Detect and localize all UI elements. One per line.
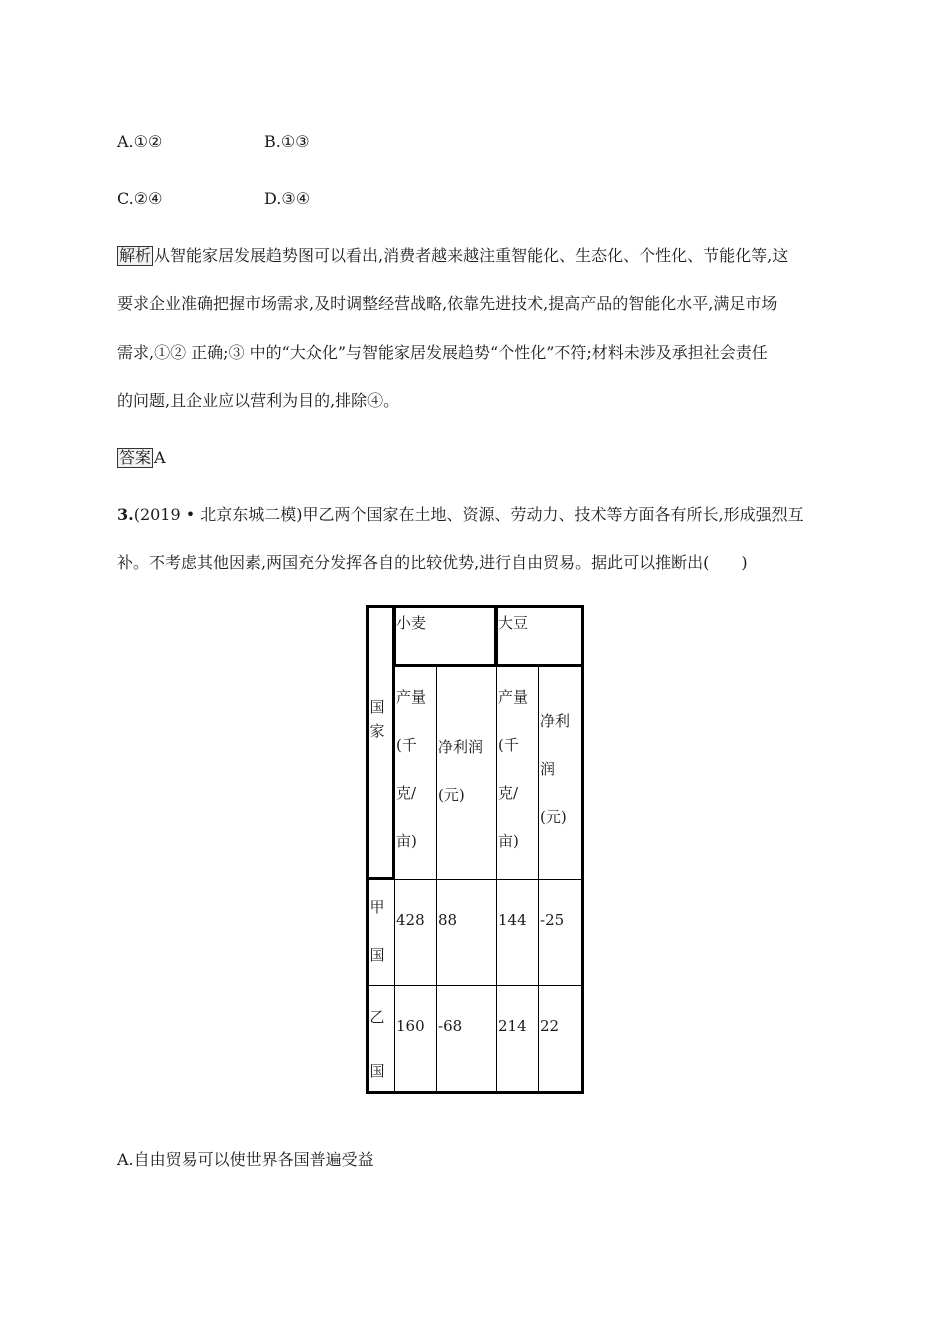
analysis-line-2: 要求企业准确把握市场需求,及时调整经营战略,依靠先进技术,提高产品的智能化水平,满足市场 (117, 294, 778, 313)
wheat-header: 小麦 (396, 614, 427, 632)
row-country: 乙国 (369, 1008, 385, 1080)
question-3-line-1 (117, 505, 804, 525)
cell-soy-profit: 22 (540, 1017, 560, 1035)
wheat-profit-header: 净利润 (元) (438, 738, 484, 804)
cell-wheat-output: 428 (396, 911, 425, 929)
analysis-text-1: 从智能家居发展趋势图可以看出,消费者越来越注重智能化、生态化、个性化、节能化等,这 (154, 246, 789, 265)
country-header-text: 国家 (369, 698, 385, 740)
answer-value: A (154, 448, 166, 467)
analysis-tag: 解析 (119, 246, 152, 265)
cell-wheat-profit: -68 (438, 1017, 463, 1035)
analysis-line-3: 需求,①② 正确;③ 中的“大众化”与智能家居发展趋势“个性化”不符;材料未涉及承担社会责任 (117, 343, 768, 362)
question-number: 3. (117, 505, 134, 524)
cell-soy-output: 144 (498, 911, 527, 929)
soybean-header: 大豆 (498, 614, 529, 632)
option-d: D.③④ (264, 189, 311, 208)
cell-wheat-profit: 88 (438, 911, 458, 929)
analysis-line-1 (117, 246, 788, 266)
option-a-bottom: A.自由贸易可以使世界各国普遍受益 (117, 1150, 374, 1169)
row-jia (366, 879, 584, 986)
analysis-line-4: 的问题,且企业应以营利为目的,排除④。 (117, 391, 400, 410)
question-3-text-1: (2019 • 北京东城二模)甲乙两个国家在土地、资源、劳动力、技术等方面各有所长,形成强烈互 (133, 505, 804, 524)
data-table (366, 605, 584, 1094)
option-c: C.②④ (117, 189, 163, 208)
soy-profit-header: 净利 润 (元) (540, 712, 571, 826)
option-a: A.①② (117, 132, 163, 151)
soy-output-header: 产量 (千 克/ 亩) (498, 688, 529, 850)
row-country: 甲国 (369, 898, 385, 964)
option-b: B.①③ (264, 132, 310, 151)
cell-soy-profit: -25 (540, 911, 565, 929)
question-3-line-2: 补。不考虑其他因素,两国充分发挥各自的比较优势,进行自由贸易。据此可以推断出( ) (117, 553, 748, 572)
cell-soy-output: 214 (498, 1017, 527, 1035)
answer-line (117, 448, 166, 468)
answer-tag: 答案 (119, 448, 152, 467)
cell-wheat-output: 160 (396, 1017, 425, 1035)
wheat-output-header: 产量 (千 克/ 亩) (396, 688, 427, 850)
